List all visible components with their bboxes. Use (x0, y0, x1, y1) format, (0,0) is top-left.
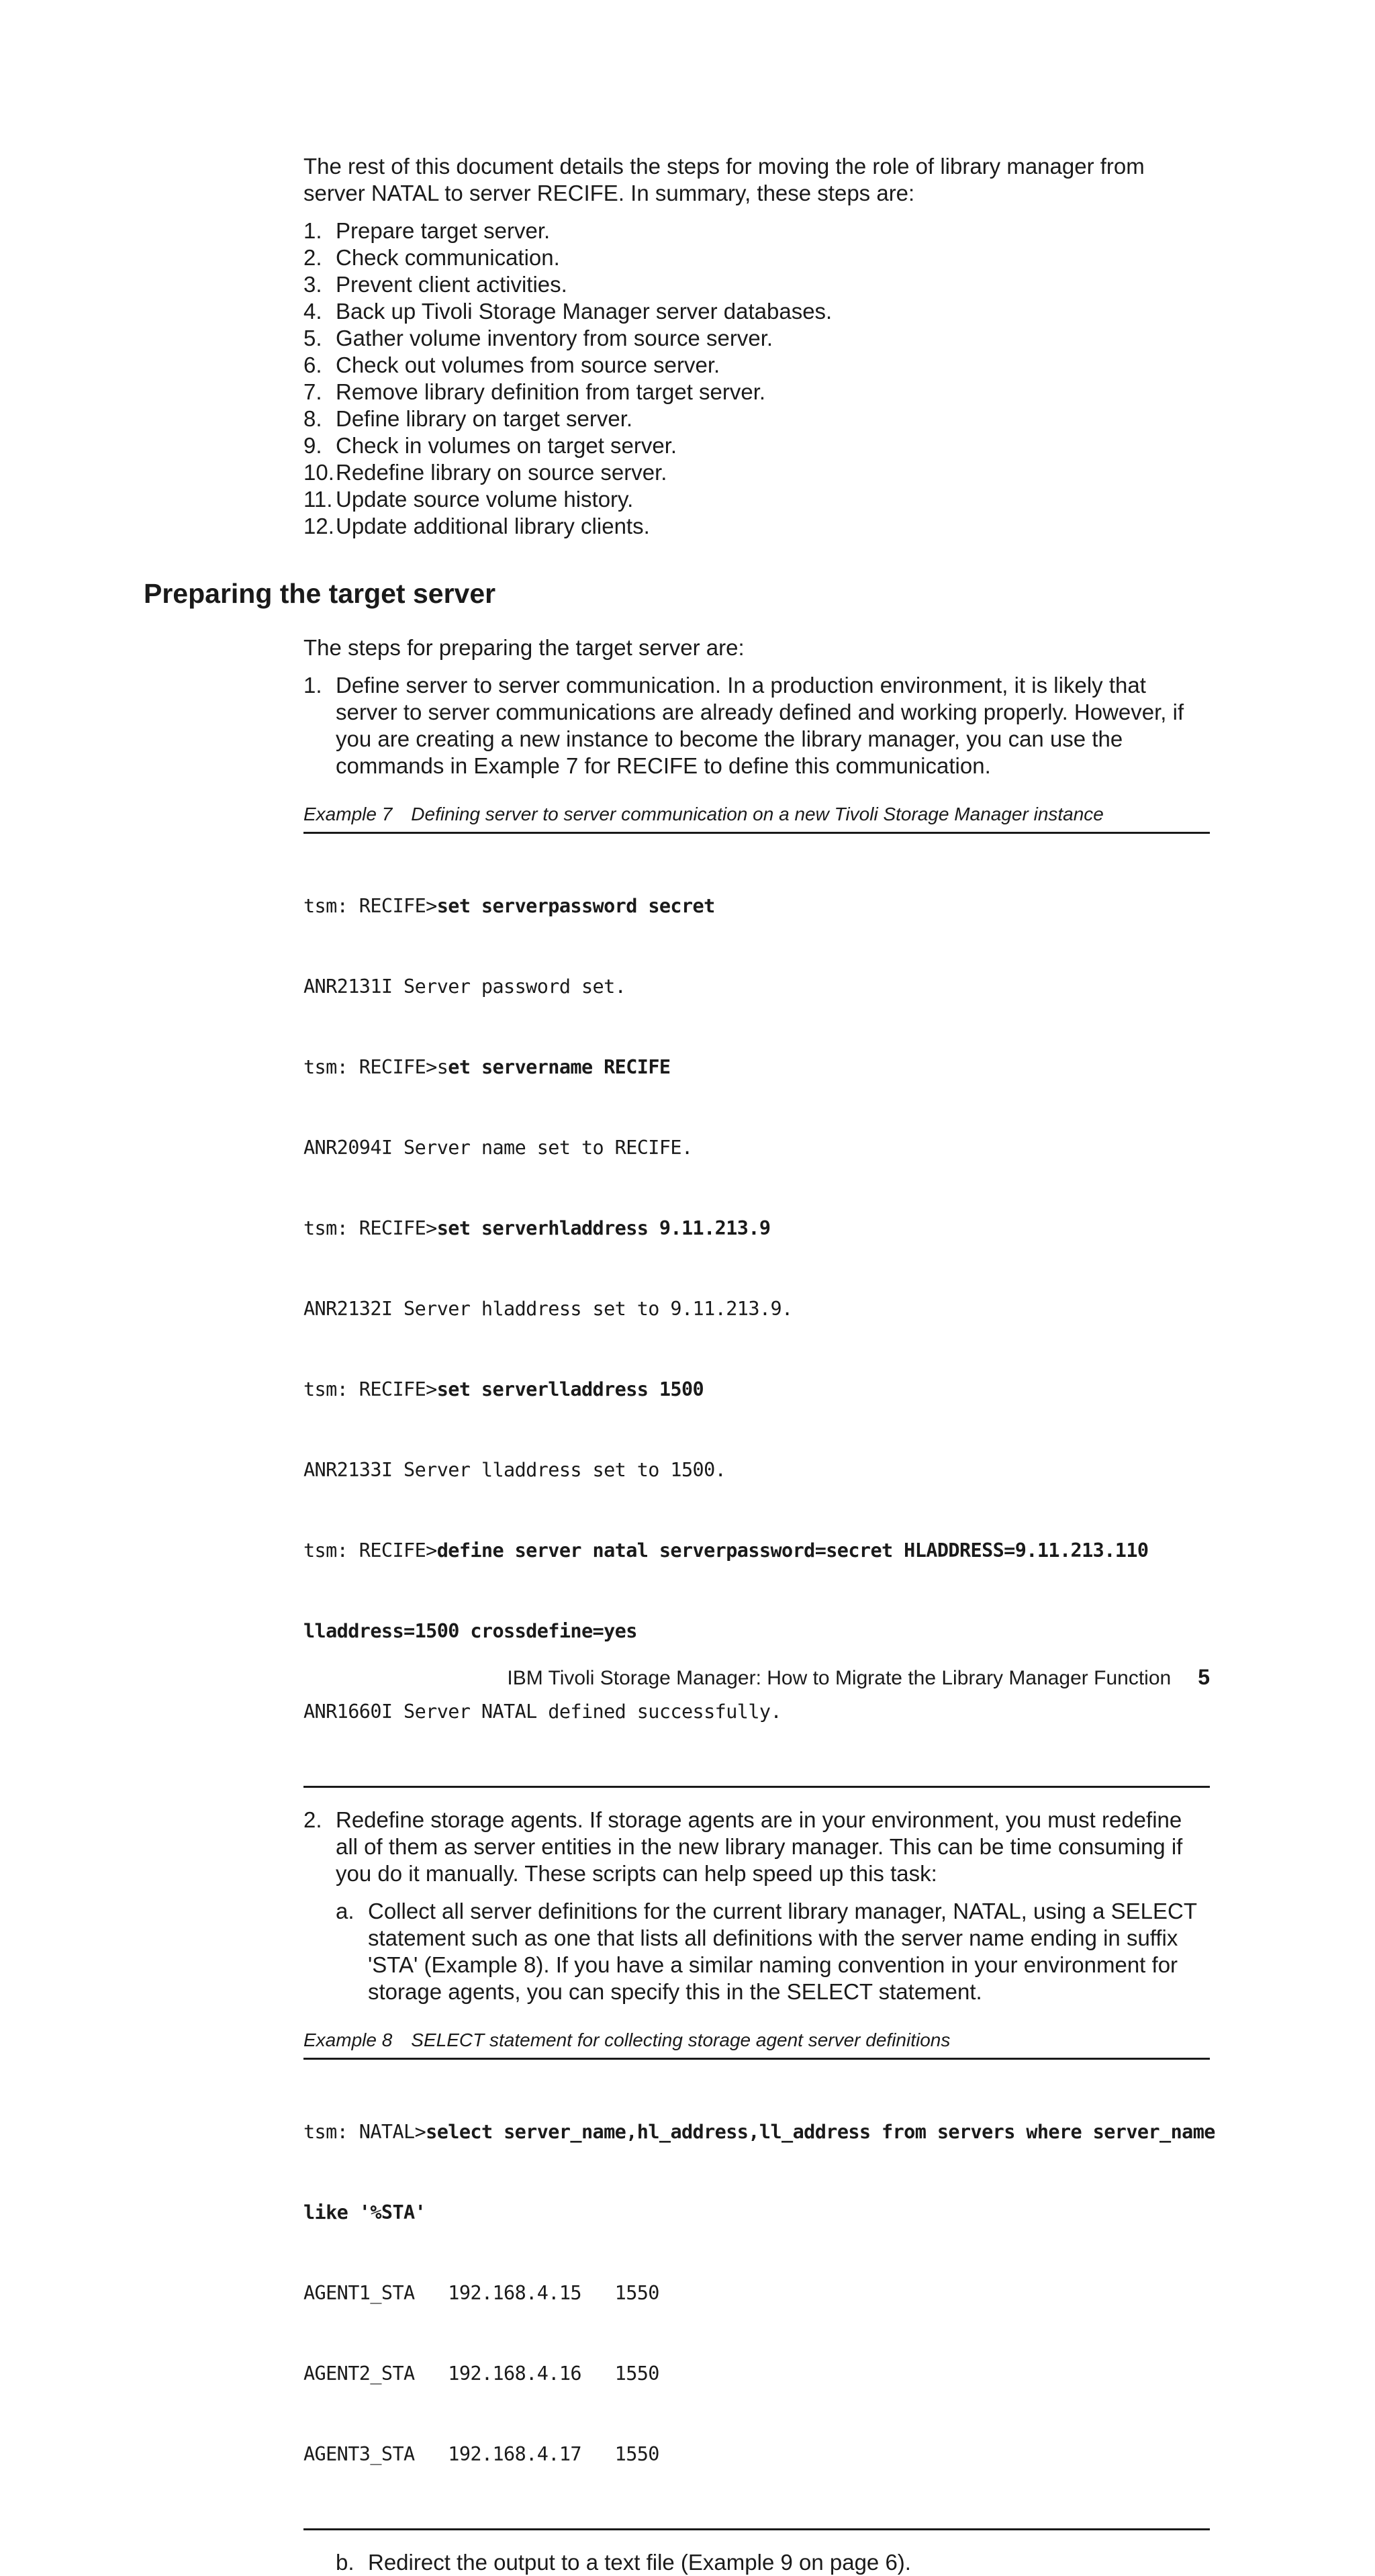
code-line: tsm: RECIFE>set serverlladdress 1500 (303, 1378, 704, 1400)
list-item: 6. Check out volumes from source server. (303, 352, 720, 377)
code-line: AGENT1_STA 192.168.4.15 1550 (303, 2282, 659, 2304)
intro-block (303, 153, 1210, 540)
code-line: tsm: RECIFE>define server natal serverpassword=secret HLADDRESS=9.11.213.110 (303, 1539, 1149, 1562)
list-item: 3. Prevent client activities. (303, 272, 567, 297)
code-line: ANR2132I Server hladdress set to 9.11.213.9. (303, 1298, 793, 1320)
list-item: 9. Check in volumes on target server. (303, 433, 677, 458)
page-number: 5 (1198, 1665, 1210, 1689)
code-line: ANR2094I Server name set to RECIFE. (303, 1137, 693, 1159)
section-heading: Preparing the target server (144, 578, 496, 609)
example-8-caption: Example 8 SELECT statement for collecting storage agent server definitions (303, 2028, 1210, 2060)
list-item: 12. Update additional library clients. (303, 514, 650, 538)
code-line: AGENT2_STA 192.168.4.16 1550 (303, 2363, 659, 2385)
section-body (303, 634, 1215, 2576)
sub-item-b: b. Redirect the output to a text file (Example 9 on page 6). (336, 2550, 911, 2575)
code-line: like '%STA' (303, 2201, 426, 2224)
section-lead: The steps for preparing the target server are: (303, 635, 745, 660)
list-item: 4. Back up Tivoli Storage Manager server databases. (303, 299, 833, 324)
code-line: lladdress=1500 crossdefine=yes (303, 1620, 637, 1642)
list-item: 2. Check communication. (303, 245, 560, 270)
list-item: 8. Define library on target server. (303, 406, 633, 431)
step-item-2: 2. Redefine storage agents. If storage agents are in your environment, you must redefine all of them as server entities in the new library manager. This can be time consuming if you do it manually. These scripts can help speed up this task: (303, 1807, 1183, 1886)
code-line: ANR1660I Server NATAL defined successfully. (303, 1701, 782, 1723)
summary-steps-list (303, 218, 1210, 540)
code-line: ANR2133I Server lladdress set to 1500. (303, 1459, 726, 1481)
page-footer (0, 1664, 1210, 1692)
list-item: 11. Update source volume history. (303, 487, 634, 512)
sub-item-a: a. Collect all server definitions for the current library manager, NATAL, using a SELECT statement such as one that lists all definitions with the server name ending in suffix 'STA' (Example 8). If you have a similar naming convention in your environment for storage agents, you can specify this in the SELECT statement. (336, 1899, 1197, 2004)
list-item: 5. Gather volume inventory from source server. (303, 326, 773, 350)
code-line: ANR2131I Server password set. (303, 975, 626, 998)
example-7-code-block (303, 834, 1210, 1788)
code-line: tsm: RECIFE>set serverhladdress 9.11.213.9 (303, 1217, 771, 1239)
list-item: 1. Prepare target server. (303, 218, 551, 243)
code-line: tsm: RECIFE>set servername RECIFE (303, 1056, 671, 1078)
list-item: 10. Redefine library on source server. (303, 460, 667, 485)
code-line: tsm: RECIFE>set serverpassword secret (303, 895, 715, 917)
list-item: 7. Remove library definition from target server. (303, 379, 766, 404)
example-7-caption: Example 7 Defining server to server communication on a new Tivoli Storage Manager instance (303, 802, 1210, 834)
example-8-code-block (303, 2060, 1215, 2530)
code-line: AGENT3_STA 192.168.4.17 1550 (303, 2443, 659, 2465)
footer-title: IBM Tivoli Storage Manager: How to Migrate the Library Manager Function (507, 1667, 1172, 1689)
step-item-1: 1. Define server to server communication. In a production environment, it is likely that server to server communications are already defined and working properly. However, if you are creating a new instance to become the library manager, you can use the commands in Example 7 for RECIFE to define this communication. (303, 673, 1184, 778)
code-line: tsm: NATAL>select server_name,hl_address,ll_address from servers where server_name (303, 2121, 1215, 2143)
intro-paragraph: The rest of this document details the steps for moving the role of library manager from server NATAL to server RECIFE. In summary, these steps are: (303, 154, 1145, 205)
